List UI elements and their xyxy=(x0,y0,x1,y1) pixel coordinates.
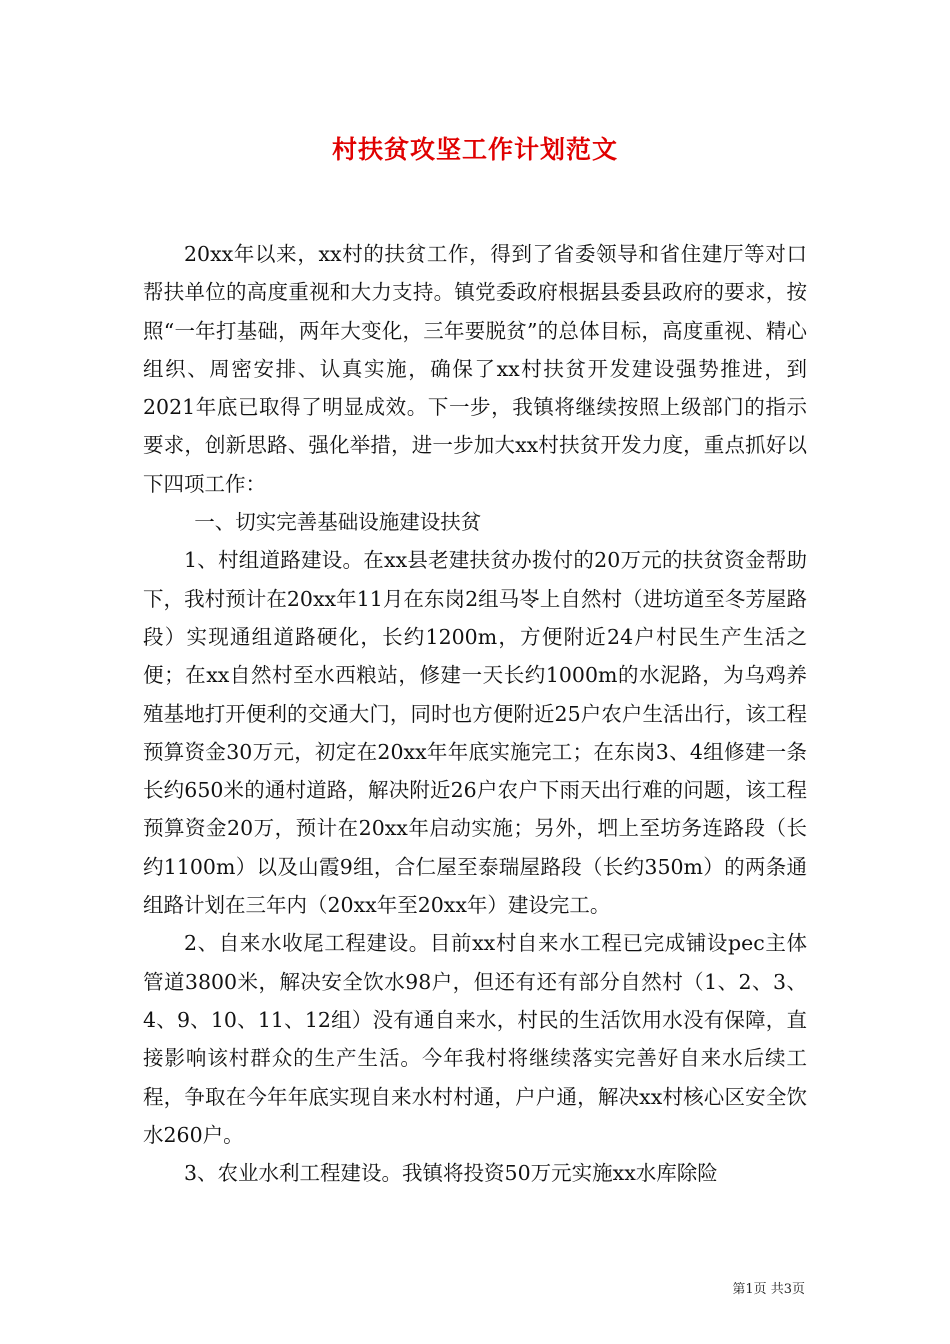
paragraph-road-construction: 1、村组道路建设。在xx县老建扶贫办拨付的20万元的扶贫资金帮助下，我村预计在20xx年11月在东岗2组马岺上自然村（进坊道至冬芳屋路段）实现通组道路硬化，长约1200m，方便附近24户村民生产生活之便；在xx自然村至水西粮站，修建一天长约1000m的水泥路，为乌鸡养殖基地打开便利的交通大门，同时也方便附近25户农户生活出行，该工程预算资金30万元，初定在20xx年年底实施完工；在东岗3、4组修建一条长约650米的通村道路，解决附近26户农户下雨天出行难的问题，该工程预算资金20万，预计在20xx年启动实施；另外，垇上至坊务连路段（长约1100m）以及山霞9组，合仁屋至泰瑞屋路段（长约350m）的两条通组路计划在三年内（20xx年至20xx年）建设完工。 xyxy=(143,548,807,918)
paragraph-intro: 20xx年以来，xx村的扶贫工作，得到了省委领导和省住建厅等对口帮扶单位的高度重视和大力支持。镇党委政府根据县委县政府的要求，按照“一年打基础，两年大变化，三年要脱贫”的总体目标，高度重视、精心组织、周密安排、认真实施，确保了xx村扶贫开发建设强势推进，到2021年底已取得了明显成效。下一步，我镇将继续按照上级部门的指示要求，创新思路、强化举措，进一步加大xx村扶贫开发力度，重点抓好以下四项工作： xyxy=(143,242,807,496)
paragraph-water-supply: 2、自来水收尾工程建设。目前xx村自来水工程已完成铺设pec主体管道3800米，解决安全饮水98户，但还有还有部分自然村（1、2、3、4、9、10、11、12组）没有通自来水，村民的生活饮用水没有保障，直接影响该村群众的生产生活。今年我村将继续落实完善好自来水后续工程，争取在今年年底实现自来水村村通，户户通，解决xx村核心区安全饮水260户。 xyxy=(143,931,807,1147)
document-body xyxy=(143,235,807,1192)
page-title: 村扶贫攻坚工作计划范文 xyxy=(331,135,618,164)
page-number: 第1页 共3页 xyxy=(732,1282,805,1297)
paragraph-irrigation: 3、农业水利工程建设。我镇将投资50万元实施xx水库除险 xyxy=(184,1161,718,1186)
section-heading-infrastructure: 一、切实完善基础设施建设扶贫 xyxy=(194,510,482,535)
